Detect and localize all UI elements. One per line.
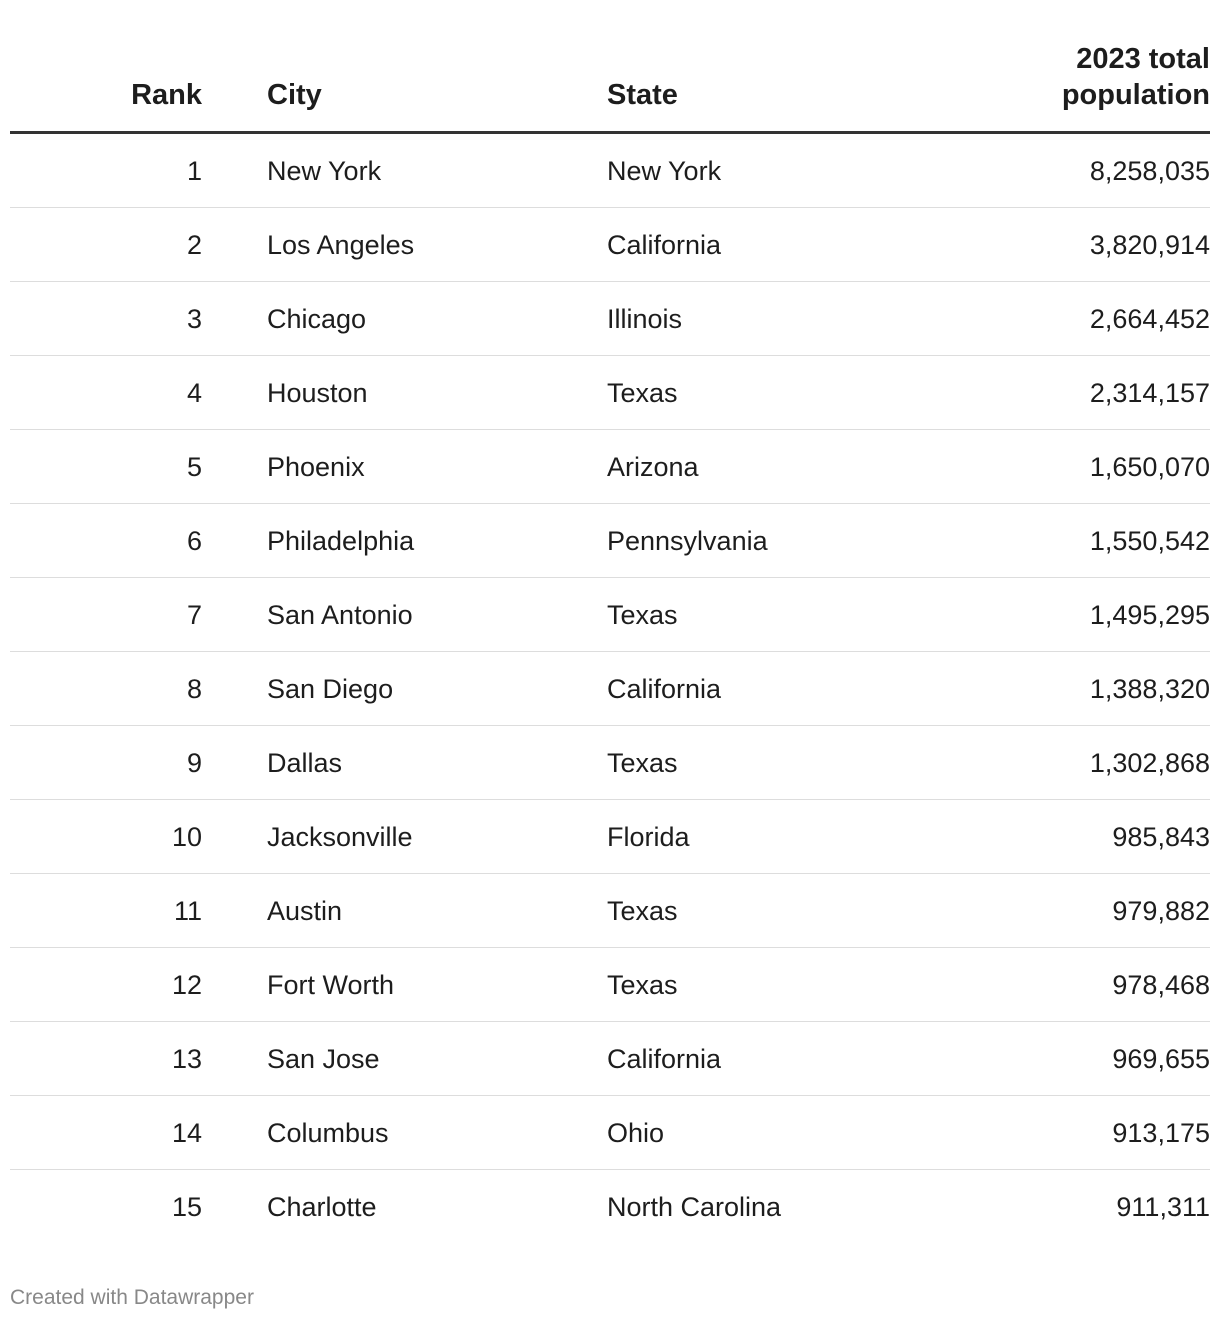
table-row	[10, 578, 1210, 652]
cell-state: Texas	[607, 748, 678, 778]
cell-city: Phoenix	[267, 452, 365, 482]
cell-population: 1,650,070	[1089, 452, 1210, 482]
table-row	[10, 1170, 1210, 1244]
cell-city: San Antonio	[267, 600, 413, 630]
table-row	[10, 652, 1210, 726]
cell-rank: 5	[186, 452, 202, 482]
cell-population: 1,495,295	[1089, 600, 1210, 630]
cell-state: California	[607, 1044, 722, 1074]
cell-population: 913,175	[1112, 1118, 1210, 1148]
cell-city: Jacksonville	[267, 822, 413, 852]
header-state[interactable]: State	[607, 79, 678, 111]
table-row	[10, 800, 1210, 874]
cell-state: New York	[607, 156, 722, 186]
cell-rank: 9	[186, 748, 202, 778]
cell-rank: 2	[186, 230, 202, 260]
cell-city: Houston	[267, 378, 368, 408]
cell-state: California	[607, 230, 722, 260]
cell-state: Texas	[607, 378, 678, 408]
table-row	[10, 726, 1210, 800]
table-row	[10, 948, 1210, 1022]
cell-state: Illinois	[607, 304, 683, 334]
table-row	[10, 504, 1210, 578]
cell-population: 978,468	[1112, 970, 1210, 1000]
cell-city: San Jose	[267, 1044, 380, 1074]
cell-city: Austin	[267, 896, 343, 926]
cell-state: Texas	[607, 896, 678, 926]
header-city[interactable]: City	[267, 79, 322, 111]
cell-state: Texas	[607, 600, 678, 630]
cell-state: North Carolina	[607, 1192, 782, 1222]
cell-city: Chicago	[267, 304, 367, 334]
header-population[interactable]: 2023 total population	[1061, 43, 1210, 111]
table-row	[10, 356, 1210, 430]
cell-state: Arizona	[607, 452, 699, 482]
cell-city: San Diego	[267, 674, 394, 704]
population-table	[10, 0, 1210, 1244]
cell-rank: 7	[186, 600, 202, 630]
cell-state: California	[607, 674, 722, 704]
cell-rank: 4	[186, 378, 202, 408]
cell-state: Ohio	[607, 1118, 665, 1148]
header-rank[interactable]: Rank	[131, 79, 202, 111]
table-row	[10, 282, 1210, 356]
cell-rank: 3	[186, 304, 202, 334]
cell-rank: 8	[186, 674, 202, 704]
cell-population: 979,882	[1112, 896, 1210, 926]
cell-rank: 10	[171, 822, 202, 852]
cell-rank: 12	[171, 970, 202, 1000]
footer-credit[interactable]: Created with Datawrapper	[10, 1286, 254, 1309]
table-row	[10, 874, 1210, 948]
cell-population: 969,655	[1112, 1044, 1210, 1074]
cell-population: 2,664,452	[1089, 304, 1210, 334]
cell-rank: 13	[171, 1044, 202, 1074]
table-row	[10, 134, 1210, 208]
cell-state: Texas	[607, 970, 678, 1000]
cell-rank: 1	[186, 156, 202, 186]
cell-rank: 14	[171, 1118, 202, 1148]
cell-rank: 15	[171, 1192, 202, 1222]
cell-city: Charlotte	[267, 1192, 377, 1222]
cell-state: Florida	[607, 822, 690, 852]
cell-population: 985,843	[1112, 822, 1210, 852]
cell-city: Fort Worth	[267, 970, 395, 1000]
cell-population: 1,550,542	[1089, 526, 1210, 556]
table-row	[10, 1022, 1210, 1096]
table-body	[10, 134, 1210, 1244]
cell-population: 8,258,035	[1089, 156, 1210, 186]
cell-city: Los Angeles	[267, 230, 415, 260]
cell-state: Pennsylvania	[607, 526, 768, 556]
cell-population: 3,820,914	[1089, 230, 1210, 260]
cell-population: 911,311	[1116, 1192, 1210, 1222]
cell-city: New York	[267, 156, 382, 186]
cell-population: 1,302,868	[1089, 748, 1210, 778]
cell-city: Philadelphia	[267, 526, 415, 556]
cell-rank: 6	[186, 526, 202, 556]
table-row	[10, 430, 1210, 504]
cell-city: Columbus	[267, 1118, 389, 1148]
cell-rank: 11	[173, 896, 202, 926]
table-header	[10, 0, 1210, 134]
table-row	[10, 1096, 1210, 1170]
cell-population: 1,388,320	[1089, 674, 1210, 704]
cell-population: 2,314,157	[1089, 378, 1210, 408]
table-row	[10, 208, 1210, 282]
cell-city: Dallas	[267, 748, 343, 778]
